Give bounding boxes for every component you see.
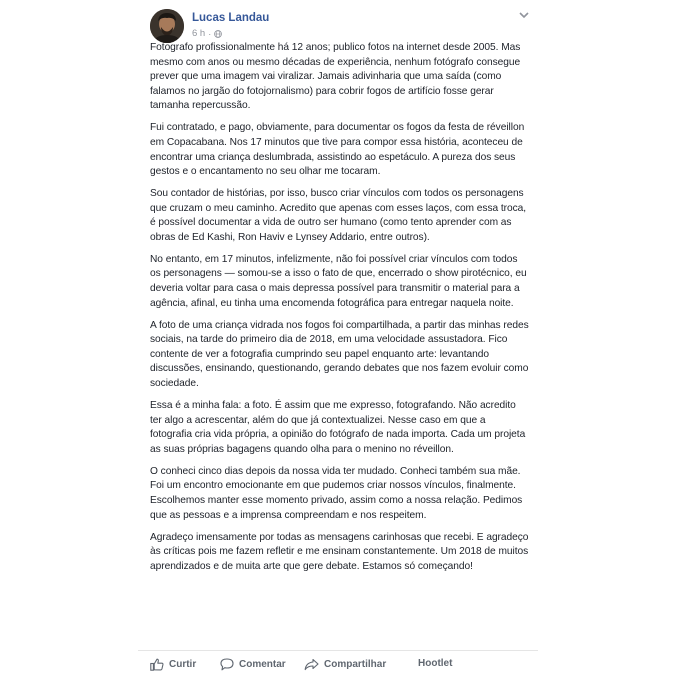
- post-paragraph: Sou contador de histórias, por isso, busco criar vínculos com todos os personagens que cruzam o meu caminho. Acredito que apenas com esses laços, com essa troca, é possível documentar a vida de outro ser humano (como tento aprender com as obras de Ed Kashi, Ron Haviv e Lynsey Addario, entre outros).: [150, 188, 527, 243]
- post-paragraph: No entanto, em 17 minutos, infelizmente, não foi possível criar vínculos com todos os personagens — somou-se a isso o fato de que, encerrado o show pirotécnico, eu deveria voltar para casa o mais depressa possível para transmitir o material para a agência, afinal, eu tinha uma encomenda fotográfica para entregar naquela noite.: [150, 253, 527, 309]
- post-paragraph: A foto de uma criança vidrada nos fogos foi compartilhada, a partir das minhas redes sociais, na tarde do primeiro dia de 2018, em uma velocidade assustadora. Fico contente de ver a fotografia cumprindo seu papel enquanto arte: levantando discussões, ensinando, questionando, gerando debates que nos fazem evoluir como sociedade.: [150, 319, 529, 390]
- post-paragraph: Essa é a minha fala: a foto. É assim que me expresso, fotografando. Não acredito ter algo a acrescentar, além do que já contextualizei. Nesse caso em que a fotografia cria vida própria, a opinião do fotógrafo de nada importa. Cada um projeta as suas próprias bagagens quando olha para o menino no réveillon.: [150, 400, 526, 455]
- comment-icon: [220, 658, 234, 671]
- avatar-image: [150, 9, 184, 43]
- share-button[interactable]: [304, 658, 386, 671]
- post-meta: [192, 28, 222, 39]
- share-icon: [304, 658, 319, 671]
- like-label: Curtir: [169, 659, 197, 670]
- post-paragraph: Fotografo profissionalmente há 12 anos; publico fotos na internet desde 2005. Mas mesmo com anos ou mesmo décadas de experiência, nenhum fotógrafo consegue prever que uma imagem vai viralizar. Jamais adivinharia que uma saída (como falamos no jargão do fotojornalismo) para cobrir fogos de artifício fosse gerar tamanha repercussão.: [150, 42, 521, 112]
- thumbs-up-icon: [150, 658, 164, 671]
- comment-label: Comentar: [239, 659, 286, 670]
- comment-button[interactable]: [220, 658, 286, 671]
- post-paragraph: Agradeço imensamente por todas as mensagens carinhosas que recebi. E agradeço às críticas pois me fazem refletir e me ensinam constantemente. Um 2018 de muitos aprendizados e de muita arte que gere debate. Estamos só começando!: [150, 531, 529, 572]
- post-actions-bar: [138, 650, 538, 679]
- post-body: [150, 41, 530, 582]
- post-time[interactable]: 6 h: [192, 28, 206, 39]
- post-paragraph: Fui contratado, e pago, obviamente, para documentar os fogos da festa de réveillon em Copacabana. Nos 17 minutos que tive para compor essa história, aconteceu de encontrar uma criança deslumbrada, assistindo ao espetáculo. A pureza dos seus gestos e o encantamento no seu olhar me tocaram.: [150, 122, 525, 178]
- author-name[interactable]: Lucas Landau: [192, 12, 270, 24]
- hootlet-label: Hootlet: [418, 658, 453, 669]
- share-label: Compartilhar: [324, 659, 387, 670]
- chevron-down-icon[interactable]: [518, 10, 530, 20]
- post-header: [150, 7, 538, 43]
- hootlet-button[interactable]: [418, 658, 452, 669]
- meta-separator: ·: [208, 28, 212, 39]
- like-button[interactable]: [150, 658, 196, 671]
- avatar[interactable]: [150, 9, 184, 43]
- globe-icon[interactable]: [214, 30, 222, 38]
- post-paragraph: O conheci cinco dias depois da nossa vida ter mudado. Conheci também sua mãe. Foi um encontro emocionante em que pudemos criar nossos vínculos, finalmente. Escolhemos manter esse momento privado, assim como a nossa relação. Pedimos que as pessoas e a imprensa compreendam e nos respeitem.: [150, 465, 523, 521]
- facebook-post: [138, 0, 538, 680]
